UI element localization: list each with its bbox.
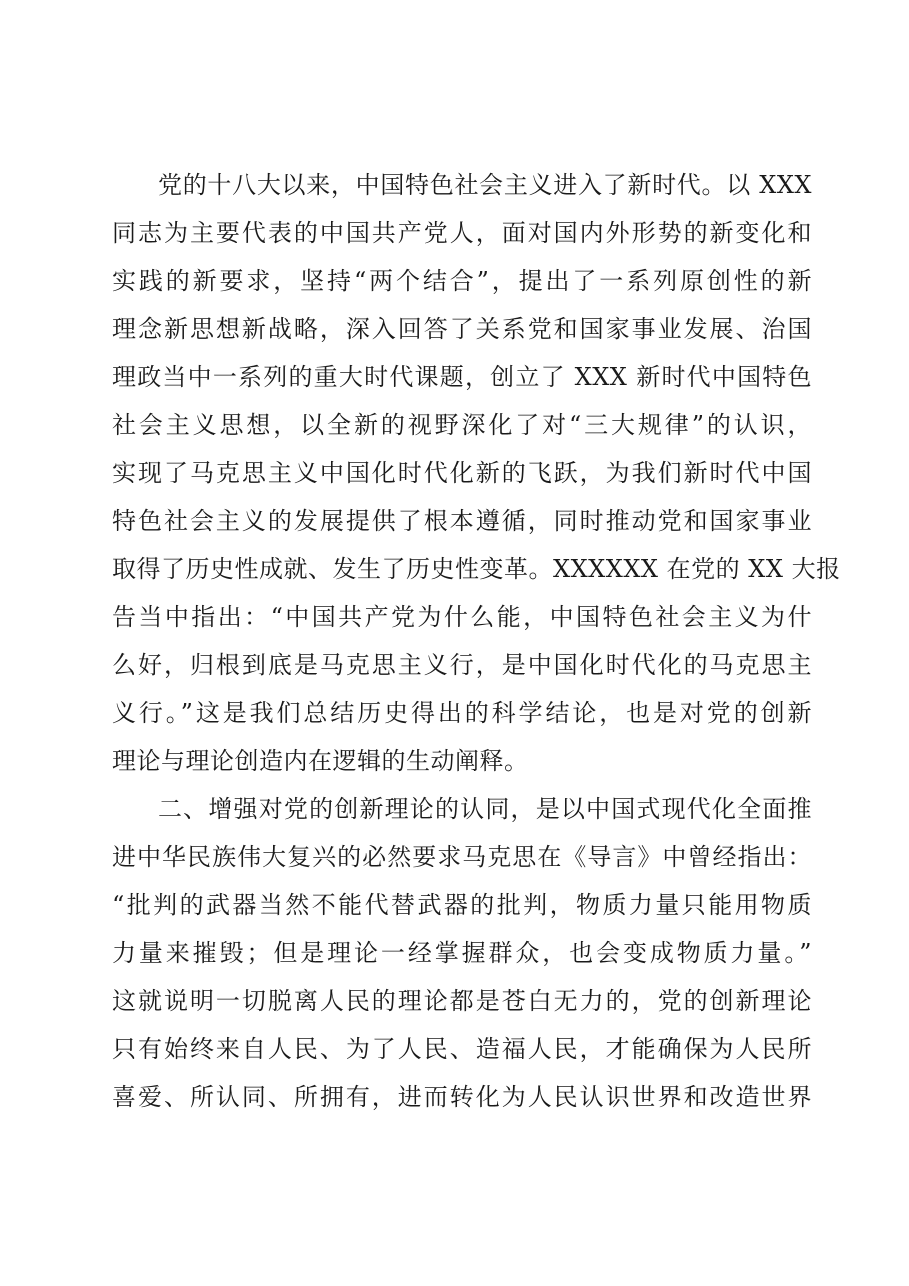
- paragraph-1-line: 告当中指出：“中国共产党为什么能，中国特色社会主义为什: [112, 603, 812, 631]
- paragraph-1-line: 特色社会主义的发展提供了根本遵循，同时推动党和国家事业: [112, 507, 812, 535]
- paragraph-2-line: 喜爱、所认同、所拥有，进而转化为人民认识世界和改造世界: [112, 1083, 812, 1111]
- paragraph-1-line: 取得了历史性成就、发生了历史性变革。XXXXXX 在党的 XX 大报: [112, 555, 841, 583]
- paragraph-2-line: 进中华民族伟大复兴的必然要求马克思在《导言》中曾经指出：: [112, 843, 812, 871]
- paragraph-1-line: 实现了马克思主义中国化时代化新的飞跃，为我们新时代中国: [112, 459, 812, 487]
- paragraph-1-line: 理政当中一系列的重大时代课题，创立了 XXX 新时代中国特色: [112, 363, 812, 391]
- paragraph-2-line: 这就说明一切脱离人民的理论都是苍白无力的，党的创新理论: [112, 987, 812, 1015]
- paragraph-1-line: 党的十八大以来，中国特色社会主义进入了新时代。以 XXX: [158, 171, 812, 199]
- paragraph-2-line: 二、增强对党的创新理论的认同，是以中国式现代化全面推: [158, 795, 812, 823]
- paragraph-1-line: 社会主义思想，以全新的视野深化了对“三大规律”的认识，: [112, 411, 812, 439]
- body-text: [112, 161, 841, 1121]
- paragraph-2-line: “批判的武器当然不能代替武器的批判，物质力量只能用物质: [112, 891, 812, 919]
- paragraph-1-line: 同志为主要代表的中国共产党人，面对国内外形势的新变化和: [112, 219, 812, 247]
- paragraph-1-line: 理念新思想新战略，深入回答了关系党和国家事业发展、治国: [112, 315, 812, 343]
- paragraph-2-line: 力量来摧毁；但是理论一经掌握群众，也会变成物质力量。”: [112, 939, 812, 967]
- paragraph-1-line: 理论与理论创造内在逻辑的生动阐释。: [112, 747, 529, 775]
- paragraph-1-line: 实践的新要求，坚持“两个结合”，提出了一系列原创性的新: [112, 267, 812, 295]
- paragraph-1-line: 么好，归根到底是马克思主义行，是中国化时代化的马克思主: [112, 651, 812, 679]
- paragraph-2-line: 只有始终来自人民、为了人民、造福人民，才能确保为人民所: [112, 1035, 812, 1063]
- paragraph-1-line: 义行。”这是我们总结历史得出的科学结论，也是对党的创新: [112, 699, 812, 727]
